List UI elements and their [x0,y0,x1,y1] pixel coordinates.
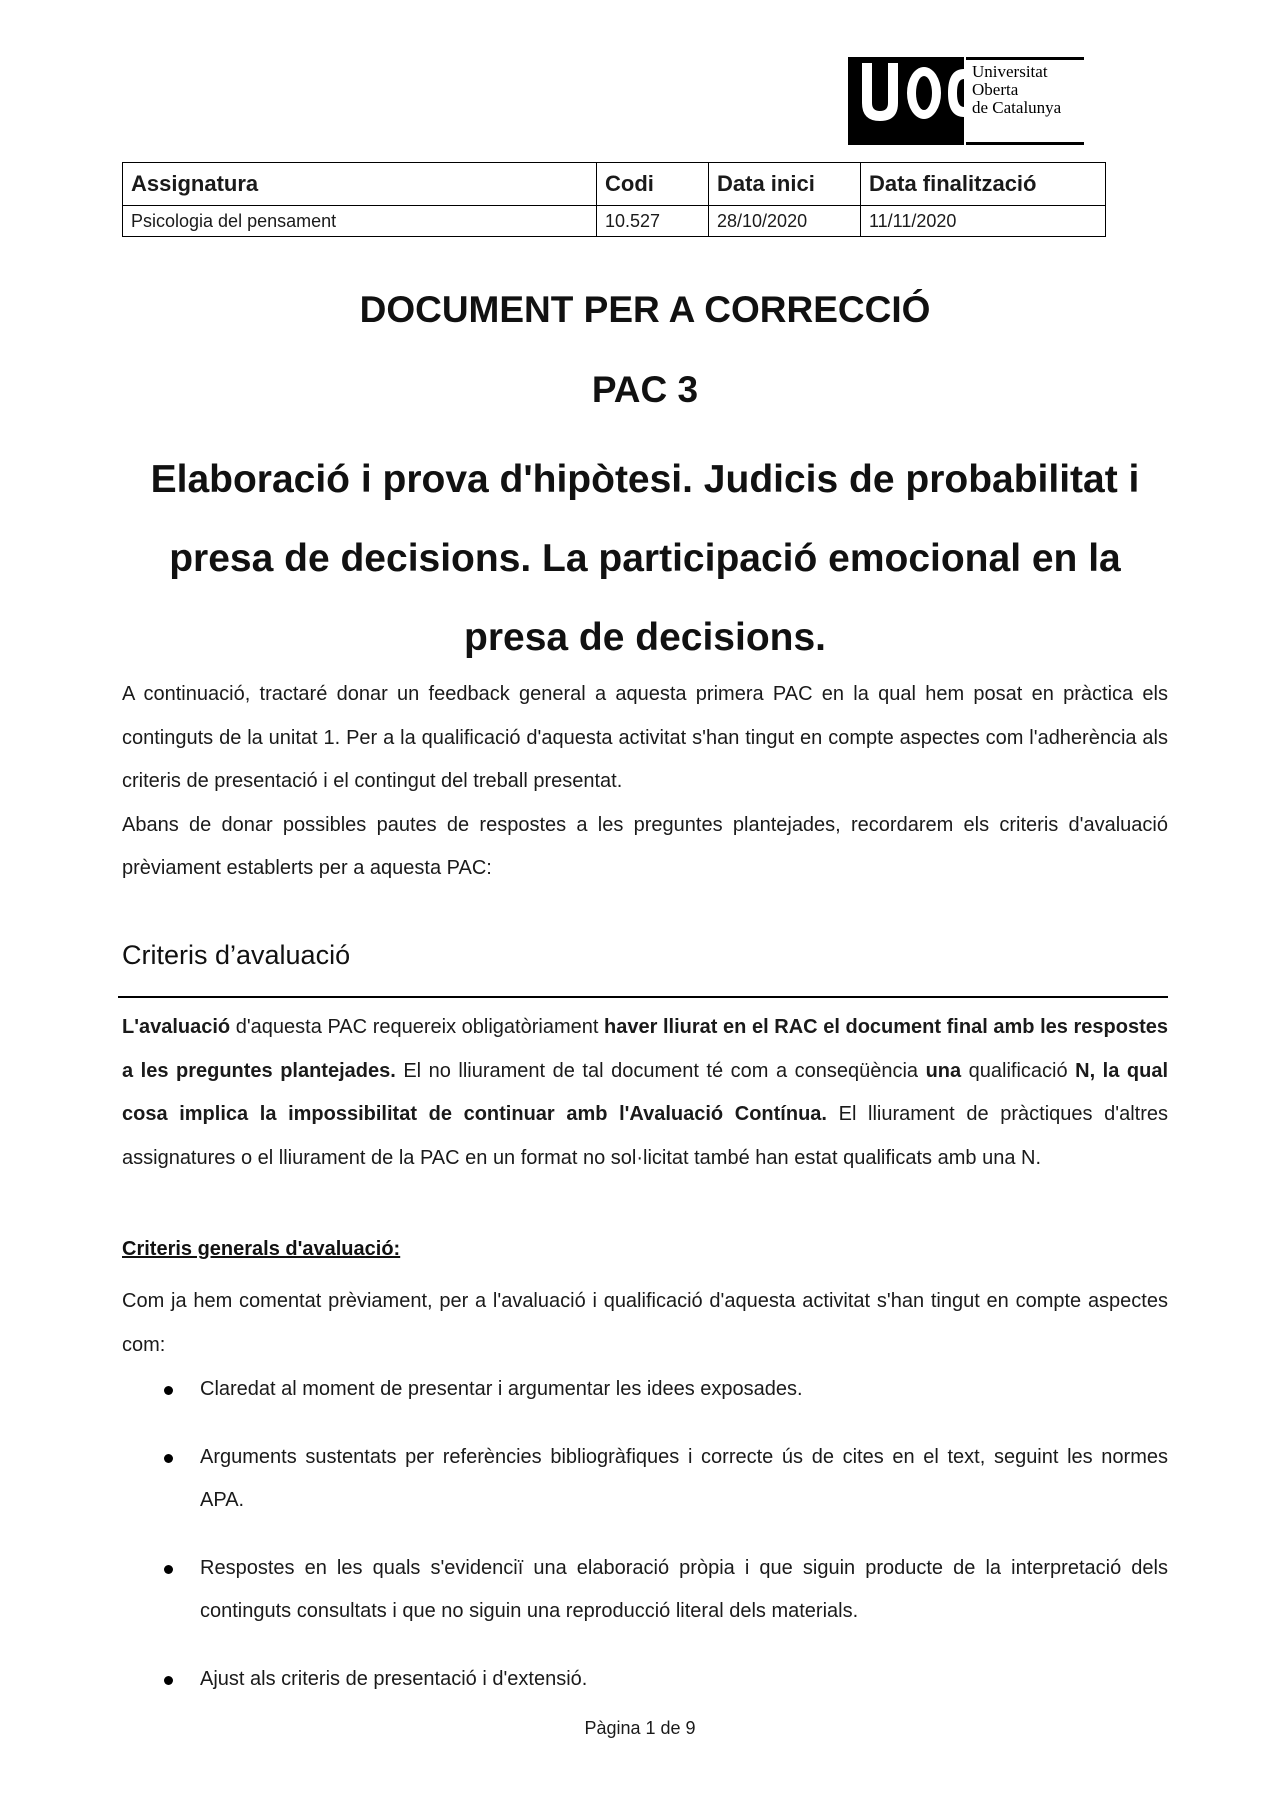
intro-section [122,673,1168,891]
bullet-icon [164,1565,173,1574]
evaluation-text-run: El no lliurament de tal document té com a conseqüència [395,1059,926,1082]
logo-rule-top [966,57,1084,60]
evaluation-text-bold-run: N, la qual cosa implica la impossibilitat de continuar amb l'Avaluació Contínua. [122,1059,1169,1125]
list-item [122,1658,1168,1702]
intro-paragraph-2: Abans de donar possibles pautes de respostes a les preguntes plantejades, recordarem els criteris d'avaluació prèviament establerts per a aquesta PAC: [122,813,1168,879]
evaluation-text-run: El lliurament de pràctiques d'altres assignatures o el lliurament de la PAC en un format no sol·licitat també han estat qualificats amb una N. [122,1103,1168,1169]
cell-assignatura: Psicologia del pensament [123,206,597,237]
section-divider [118,996,1168,998]
list-item [122,1436,1168,1523]
bullet-icon [164,1676,173,1685]
header-data-finalitzacio: Data finalització [861,163,1106,206]
evaluation-text-run: d'aquesta PAC requereix obligatòriament [230,1016,605,1038]
criteria-heading: Criteris d’avaluació [122,940,351,970]
evaluation-text [122,1006,1168,1180]
intro-paragraph-1: A continuació, tractaré donar un feedback general a aquesta primera PAC en la qual hem posat en pràctica els continguts de la unitat 1. Per a la qualificació d'aquesta activitat s'han tingut en compte aspectes com l'adherència als criteris de presentació i el contingut del treball presentat. [122,683,1168,792]
bullet-icon [164,1454,173,1463]
logo-rule-bottom [966,142,1084,145]
evaluation-text-bold-run: L'avaluació [122,1016,231,1038]
page-number: Pàgina 1 de 9 [584,1718,696,1738]
list-item-text: Ajust als criteris de presentació i d'extensió. [200,1667,588,1690]
header-data-inici: Data inici [709,163,861,206]
criteria-bullet-list [122,1368,1168,1725]
uoc-letters-icon [848,57,964,145]
list-item-text: Claredat al moment de presentar i argumentar les idees exposades. [200,1378,803,1400]
list-item-text: Respostes en les quals s'evidenciï una elaboració pròpia i que siguin producte de la interpretació dels continguts consultats i que no siguin una reproducció literal dels materials. [200,1556,1168,1622]
logo-line-3: de Catalunya [972,98,1062,117]
topic-title: Elaboració i prova d'hipòtesi. Judicis de probabilitat i presa de decisions. La participació emocional en la presa de decisions. [150,458,1140,659]
course-info-row [123,206,1106,237]
header-codi: Codi [597,163,709,206]
evaluation-text-run: qualificació [961,1059,1076,1082]
list-item [122,1368,1168,1412]
document-title: DOCUMENT PER A CORRECCIÓ [359,289,931,330]
evaluation-paragraph [122,1006,1168,1180]
logo-line-2: Oberta [972,80,1019,99]
evaluation-text-bold-run: haver lliurat en el RAC el document final amb les respostes a les preguntes plantejades. [122,1016,1168,1082]
course-info-table [122,162,1106,237]
logo-text [972,63,1061,117]
pac-title: PAC 3 [591,369,699,410]
list-item [122,1547,1168,1634]
course-info-header-row [123,163,1106,206]
uoc-logo-mark [848,57,964,145]
logo-line-1: Universitat [972,62,1048,81]
bullet-icon [164,1386,173,1395]
list-item-text: Arguments sustentats per referències bibliogràfiques i correcte ús de cites en el text, seguint les normes APA. [200,1445,1168,1511]
header-assignatura: Assignatura [123,163,597,206]
cell-codi: 10.527 [597,206,709,237]
general-criteria-heading: Criteris generals d'avaluació: [122,1238,401,1260]
evaluation-text-bold-run: una [925,1059,962,1082]
uoc-logo [848,55,1088,150]
cell-data-finalitzacio: 11/11/2020 [861,206,1106,237]
general-criteria-intro [122,1280,1168,1367]
cell-data-inici: 28/10/2020 [709,206,861,237]
general-criteria-text: Com ja hem comentat prèviament, per a l'avaluació i qualificació d'aquesta activitat s'han tingut en compte aspectes com: [122,1290,1168,1356]
